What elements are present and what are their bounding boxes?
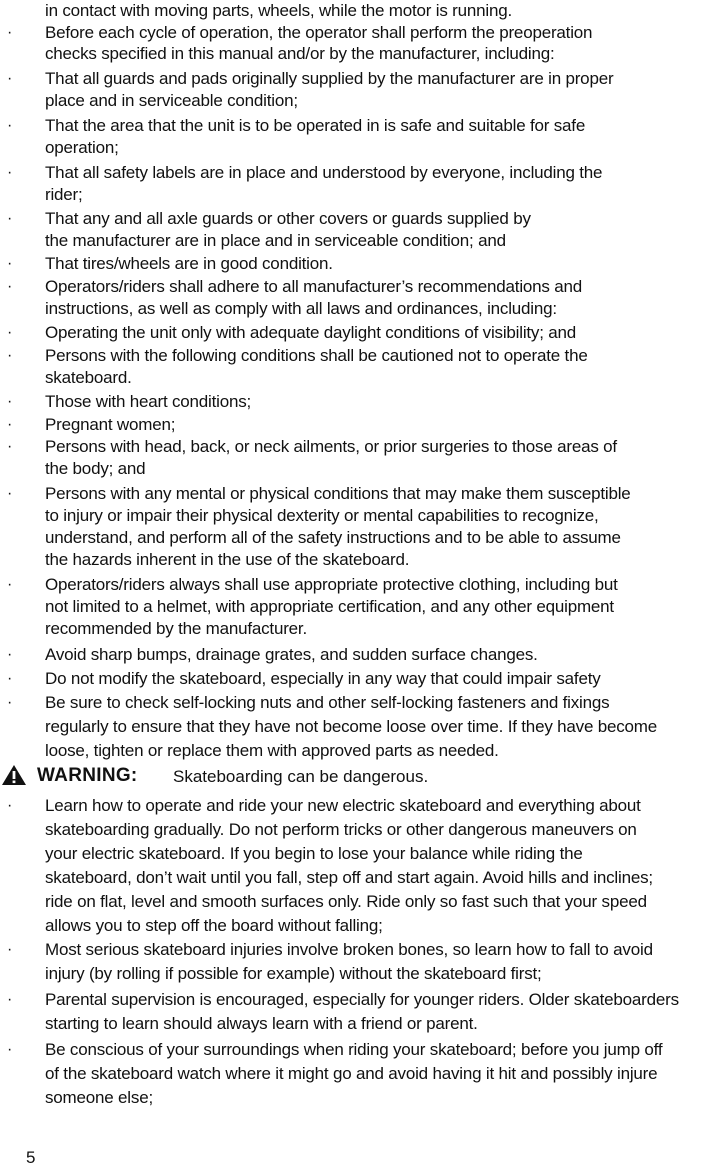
text-line: the manufacturer are in place and in serviceable condition; and [45,231,506,250]
bullet: · [7,393,13,410]
text-line: skateboard, don’t wait until you fall, step off and start again. Avoid hills and inclines; [45,868,653,887]
bullet: · [7,694,13,711]
bullet: · [7,164,13,181]
text-line: your electric skateboard. If you begin to lose your balance while riding the [45,844,583,863]
bullet: · [7,416,13,433]
bullet: · [7,278,13,295]
text-line: to injury or impair their physical dexterity or mental capabilities to recognize, [45,506,599,525]
text-line: Operators/riders shall adhere to all manufacturer’s recommendations and [45,277,583,296]
bullet: · [7,576,13,593]
text-line: recommended by the manufacturer. [45,619,307,638]
text-line: the hazards inherent in the use of the skateboard. [45,550,410,569]
warning-text: Skateboarding can be dangerous. [173,767,429,786]
text-line: loose, tighten or replace them with approved parts as needed. [45,741,499,760]
text-line: checks specified in this manual and/or by the manufacturer, including: [45,44,555,63]
text-line: Before each cycle of operation, the operator shall perform the preoperation [45,23,593,42]
bullet: · [7,70,13,87]
page-number: 5 [26,1148,36,1167]
bullet: · [7,991,13,1008]
text-line: Be sure to check self-locking nuts and other self-locking fasteners and fixings [45,693,610,712]
bullet: · [7,117,13,134]
bullet: · [7,646,13,663]
text-line: injury (by rolling if possible for example) without the skateboard first; [45,964,542,983]
text-line: Learn how to operate and ride your new electric skateboard and everything about [45,796,641,815]
bullet: · [7,941,13,958]
text-line: Avoid sharp bumps, drainage grates, and sudden surface changes. [45,645,538,664]
text-line: That tires/wheels are in good condition. [45,254,333,273]
bullet: · [7,438,13,455]
text-line: skateboard. [45,368,132,387]
text-line: Parental supervision is encouraged, especially for younger riders. Older skateboarders [45,990,679,1009]
warning-title: WARNING: [37,765,138,786]
text-line: That any and all axle guards or other covers or guards supplied by [45,209,531,228]
text-line: Operating the unit only with adequate daylight conditions of visibility; and [45,323,577,342]
text-line: of the skateboard watch where it might go and avoid having it hit and possibly injure [45,1064,658,1083]
bullet: · [7,797,13,814]
text-line: That the area that the unit is to be operated in is safe and suitable for safe [45,116,586,135]
text-line: Operators/riders always shall use appropriate protective clothing, including but [45,575,618,594]
text-line: Persons with any mental or physical conditions that may make them susceptible [45,484,631,503]
text-line: understand, and perform all of the safety instructions and to be able to assume [45,528,621,547]
bullet: · [7,210,13,227]
text-line: instructions, as well as comply with all laws and ordinances, including: [45,299,557,318]
text-line: That all guards and pads originally supplied by the manufacturer are in proper [45,69,614,88]
bullet: · [7,324,13,341]
text-line: operation; [45,138,119,157]
warning-triangle-icon [1,764,27,786]
text-line: not limited to a helmet, with appropriate certification, and any other equipment [45,597,614,616]
text-line: regularly to ensure that they have not become loose over time. If they have become [45,717,658,736]
text-line: in contact with moving parts, wheels, while the motor is running. [45,1,513,20]
text-line: starting to learn should always learn with a friend or parent. [45,1014,478,1033]
text-line: Persons with the following conditions shall be cautioned not to operate the [45,346,588,365]
text-line: Most serious skateboard injuries involve broken bones, so learn how to fall to avoid [45,940,653,959]
text-line: someone else; [45,1088,153,1107]
text-line: ride on flat, level and smooth surfaces only. Ride only so fast such that your speed [45,892,647,911]
text-line: skateboarding gradually. Do not perform tricks or other dangerous maneuvers on [45,820,637,839]
text-line: Those with heart conditions; [45,392,252,411]
bullet: · [7,670,13,687]
text-line: place and in serviceable condition; [45,91,298,110]
bullet: · [7,347,13,364]
text-line: Pregnant women; [45,415,176,434]
text-line: Be conscious of your surroundings when riding your skateboard; before you jump off [45,1040,663,1059]
bullet: · [7,255,13,272]
text-line: Persons with head, back, or neck ailments, or prior surgeries to those areas of [45,437,617,456]
bullet: · [7,24,13,41]
text-line: Do not modify the skateboard, especially in any way that could impair safety [45,669,601,688]
text-line: allows you to step off the board without falling; [45,916,383,935]
bullet: · [7,1041,13,1058]
bullet: · [7,485,13,502]
text-line: the body; and [45,459,146,478]
text-line: That all safety labels are in place and understood by everyone, including the [45,163,603,182]
text-line: rider; [45,185,83,204]
